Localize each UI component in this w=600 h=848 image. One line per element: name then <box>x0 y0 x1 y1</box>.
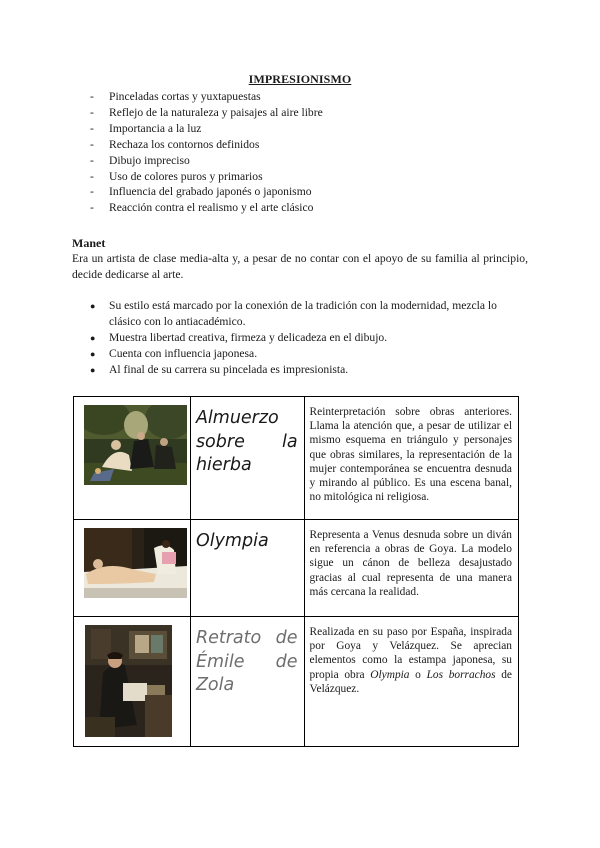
work-title: Olympia <box>195 531 269 551</box>
description-text: de Velázquez. <box>309 668 512 695</box>
description-cell <box>304 520 518 617</box>
painting-almuerzo-image <box>84 405 187 485</box>
description-cell <box>304 397 518 520</box>
italic-work-olympia: Olympia <box>370 668 410 681</box>
list-item: ● Al final de su carrera su pincelada es impresionista. <box>90 362 528 378</box>
work-title: Almuerzo sobre la hierba <box>195 408 298 475</box>
work-title: Retrato de Émile de Zola <box>195 628 298 695</box>
painting-zola-image <box>85 625 172 737</box>
list-item: - Influencia del grabado japonés o japonismo <box>90 184 323 200</box>
list-item: - Rechaza los contornos definidos <box>90 137 323 153</box>
document-title: IMPRESIONISMO <box>248 72 352 86</box>
works-table <box>73 396 519 747</box>
artist-traits-list <box>90 298 528 378</box>
description-cell <box>304 617 518 747</box>
description-text: Realizada en su paso por España, inspirada por Goya y Velázquez. Se aprecian elementos como la estampa japonesa, su propia obra <box>309 626 512 681</box>
list-item: - Uso de colores puros y primarios <box>90 169 323 185</box>
list-item: - Reacción contra el realismo y el arte clásico <box>90 200 323 216</box>
painting-zola-icon <box>85 625 172 737</box>
table-row <box>74 397 519 520</box>
image-cell <box>74 617 191 747</box>
artist-heading: Manet <box>72 236 106 250</box>
characteristics-list <box>90 89 323 216</box>
list-item: - Importancia a la luz <box>90 121 323 137</box>
list-item: - Dibujo impreciso <box>90 153 323 169</box>
title-cell <box>190 617 304 747</box>
table-row <box>74 617 519 747</box>
title-cell <box>190 397 304 520</box>
painting-olympia-image <box>84 528 187 598</box>
description-text: o <box>409 668 427 681</box>
painting-almuerzo-icon <box>84 405 187 485</box>
title-cell <box>190 520 304 617</box>
italic-work-borrachos: Los borrachos <box>426 668 496 681</box>
work-description: Reinterpretación sobre obras anteriores. Llama la atención que, a pesar de utilizar el mismo esquema en triángulo y personajes que obras similares, la representación de la mujer contemporánea se encuentra desnuda y mirando al público. Es una escena banal, no mitológica ni religiosa. <box>309 406 512 504</box>
painting-olympia-icon <box>84 528 187 598</box>
list-item: ● Su estilo está marcado por la conexión de la tradición con la modernidad, mezcla lo clásico con lo antiacadémico. <box>90 298 528 330</box>
image-cell <box>74 397 191 520</box>
list-item: - Pinceladas cortas y yuxtapuestas <box>90 89 323 105</box>
list-item: ● Cuenta con influencia japonesa. <box>90 346 528 362</box>
list-item: - Reflejo de la naturaleza y paisajes al aire libre <box>90 105 323 121</box>
work-description <box>310 625 512 696</box>
table-row <box>74 520 519 617</box>
artist-intro: Era un artista de clase media-alta y, a pesar de no contar con el apoyo de su familia al principio, decide dedicarse al arte. <box>72 252 528 282</box>
list-item: ● Muestra libertad creativa, firmeza y delicadeza en el dibujo. <box>90 330 528 346</box>
image-cell <box>74 520 191 617</box>
work-description: Representa a Venus desnuda sobre un diván en referencia a obras de Goya. La modelo sigue un cánon de belleza desajustado gracias al cual representa de una manera más cercana la realidad. <box>309 529 512 598</box>
